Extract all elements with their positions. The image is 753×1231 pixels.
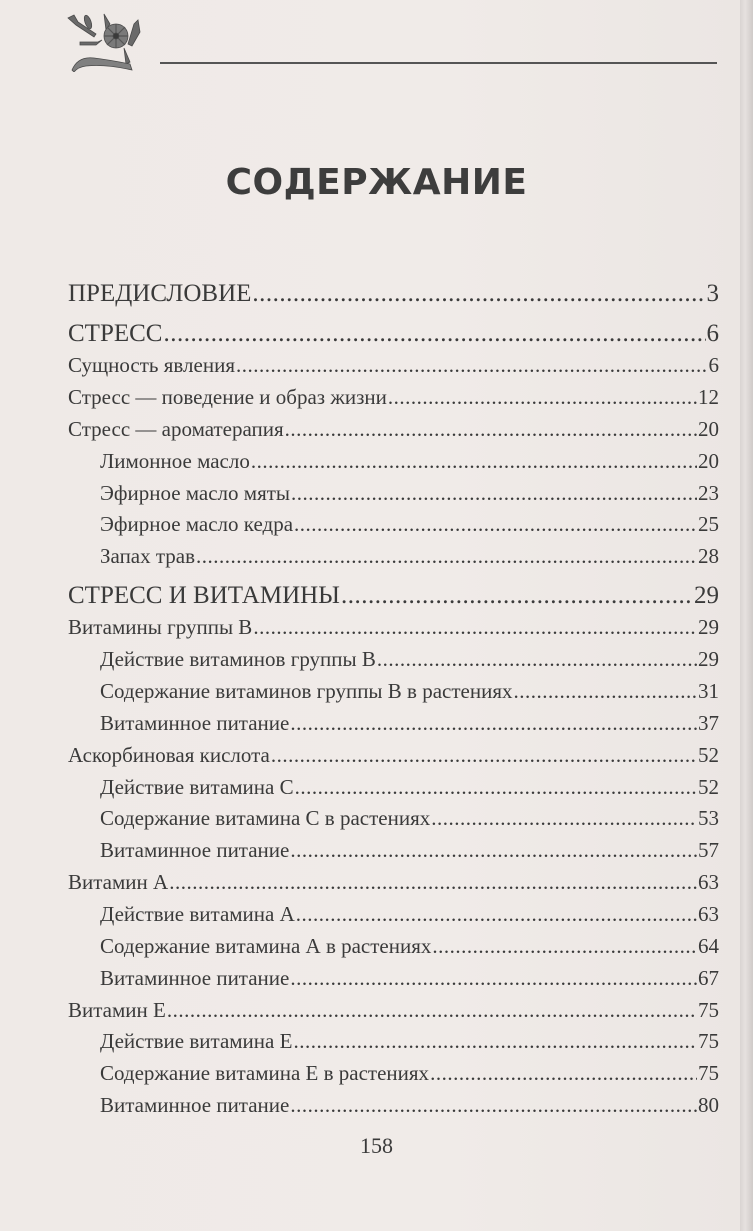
toc-entry-page: 6 xyxy=(706,320,719,347)
toc-entry xyxy=(68,449,719,474)
toc-entry xyxy=(68,870,719,895)
page-title: СОДЕРЖАНИЕ xyxy=(225,162,528,203)
dot-leader xyxy=(290,711,697,736)
dot-leader xyxy=(169,870,697,895)
toc-entry xyxy=(68,711,719,736)
dot-leader xyxy=(388,385,697,410)
page-number: 158 xyxy=(360,1133,393,1158)
toc-entry-page: 52 xyxy=(698,775,719,799)
toc-entry-page: 37 xyxy=(698,711,719,735)
toc-entry-page: 6 xyxy=(708,353,719,377)
toc-entry-page: 80 xyxy=(698,1093,719,1117)
toc-entry-page: 23 xyxy=(698,481,719,505)
header-rule xyxy=(160,62,717,64)
dot-leader xyxy=(430,1061,697,1086)
toc-entry-page: 29 xyxy=(698,615,719,639)
toc-entry-label: СТРЕСС И ВИТАМИНЫ xyxy=(68,582,340,609)
toc-entry-label: Действие витаминов группы В xyxy=(100,647,376,671)
toc-entry-label: Действие витамина Е xyxy=(100,1029,293,1053)
toc-entry xyxy=(68,1093,719,1118)
dot-leader xyxy=(431,806,697,831)
toc-entry xyxy=(68,679,719,704)
toc-entry-page: 52 xyxy=(698,743,719,767)
toc-entry-page: 63 xyxy=(698,870,719,894)
toc-entry-label: Витаминное питание xyxy=(100,966,290,990)
dot-leader xyxy=(341,582,693,610)
toc-entry xyxy=(68,320,719,348)
toc-entry xyxy=(68,1029,719,1054)
dot-leader xyxy=(253,615,697,640)
toc-entry xyxy=(68,280,719,308)
toc-entry-page: 31 xyxy=(698,679,719,703)
toc-entry-label: Содержание витамина А в растениях xyxy=(100,934,432,958)
dot-leader xyxy=(252,280,705,308)
dot-leader xyxy=(290,966,697,991)
toc-entry-label: Стресс — поведение и образ жизни xyxy=(68,385,387,409)
toc-entry-page: 25 xyxy=(698,512,719,536)
toc-entry-label: Стресс — ароматерапия xyxy=(68,417,284,441)
toc-entry-page: 64 xyxy=(698,934,719,958)
toc-entry-label: Сущность явления xyxy=(68,353,235,377)
flower-ornament-icon xyxy=(66,12,166,72)
toc-entry-label: Витамин Е xyxy=(68,998,166,1022)
toc-entry xyxy=(68,902,719,927)
toc-entry xyxy=(68,582,719,610)
toc-entry-label: Запах трав xyxy=(100,544,196,568)
toc-entry-page: 12 xyxy=(698,385,719,409)
toc-entry-label: Эфирное масло мяты xyxy=(100,481,291,505)
dot-leader xyxy=(291,481,697,506)
toc-entry-page: 20 xyxy=(698,449,719,473)
toc-entry-label: Содержание витаминов группы В в растениях xyxy=(100,679,513,703)
toc-entry xyxy=(68,647,719,672)
toc-entry-label: Эфирное масло кедра xyxy=(100,512,294,536)
dot-leader xyxy=(285,417,697,442)
toc-entry-page: 75 xyxy=(698,1029,719,1053)
toc-entry xyxy=(68,385,719,410)
toc-entry-label: ПРЕДИСЛОВИЕ xyxy=(68,280,252,307)
toc-entry-page: 20 xyxy=(698,417,719,441)
toc-entry xyxy=(68,934,719,959)
toc-entry-label: Действие витамина С xyxy=(100,775,294,799)
toc-entry-label: Аскорбиновая кислота xyxy=(68,743,270,767)
dot-leader xyxy=(271,743,697,768)
dot-leader xyxy=(236,353,708,378)
toc-entry-label: Витаминное питание xyxy=(100,1093,290,1117)
dot-leader xyxy=(514,679,698,704)
toc-entry-page: 67 xyxy=(698,966,719,990)
toc-entry-page: 53 xyxy=(698,806,719,830)
toc-entry xyxy=(68,353,719,378)
toc-entry xyxy=(68,743,719,768)
dot-leader xyxy=(290,1093,697,1118)
toc-entry xyxy=(68,775,719,800)
dot-leader xyxy=(163,320,705,348)
toc-entry xyxy=(68,481,719,506)
toc-entry-page: 57 xyxy=(698,838,719,862)
toc-entry-label: Содержание витамина Е в растениях xyxy=(100,1061,430,1085)
dot-leader xyxy=(290,838,697,863)
toc-entry-page: 75 xyxy=(698,998,719,1022)
toc-entry-label: Витаминное питание xyxy=(100,838,290,862)
toc-entry xyxy=(68,615,719,640)
toc-entry-label: СТРЕСС xyxy=(68,320,163,347)
dot-leader xyxy=(296,902,697,927)
toc-entry-page: 29 xyxy=(698,647,719,671)
dot-leader xyxy=(432,934,697,959)
dot-leader xyxy=(196,544,697,569)
toc-entry-page: 75 xyxy=(698,1061,719,1085)
dot-leader xyxy=(293,1029,697,1054)
toc-entry xyxy=(68,544,719,569)
toc-entry xyxy=(68,966,719,991)
toc-entry-page: 29 xyxy=(694,582,719,609)
toc-entry xyxy=(68,512,719,537)
dot-leader xyxy=(295,775,697,800)
dot-leader xyxy=(251,449,697,474)
dot-leader xyxy=(167,998,697,1023)
toc-entry-label: Витамины группы В xyxy=(68,615,253,639)
toc-entry xyxy=(68,838,719,863)
toc-entry-label: Действие витамина А xyxy=(100,902,295,926)
toc-entry xyxy=(68,417,719,442)
toc-entry xyxy=(68,1061,719,1086)
dot-leader xyxy=(294,512,697,537)
toc-entry-label: Витамин А xyxy=(68,870,169,894)
toc-entry xyxy=(68,806,719,831)
toc-entry xyxy=(68,998,719,1023)
book-spine-shadow xyxy=(740,0,753,1231)
dot-leader xyxy=(377,647,697,672)
toc-entry-label: Лимонное масло xyxy=(100,449,250,473)
toc-entry-page: 3 xyxy=(706,280,719,307)
toc-entry-label: Витаминное питание xyxy=(100,711,290,735)
toc-entry-page: 28 xyxy=(698,544,719,568)
toc-entry-page: 63 xyxy=(698,902,719,926)
toc-entry-label: Содержание витамина С в растениях xyxy=(100,806,431,830)
